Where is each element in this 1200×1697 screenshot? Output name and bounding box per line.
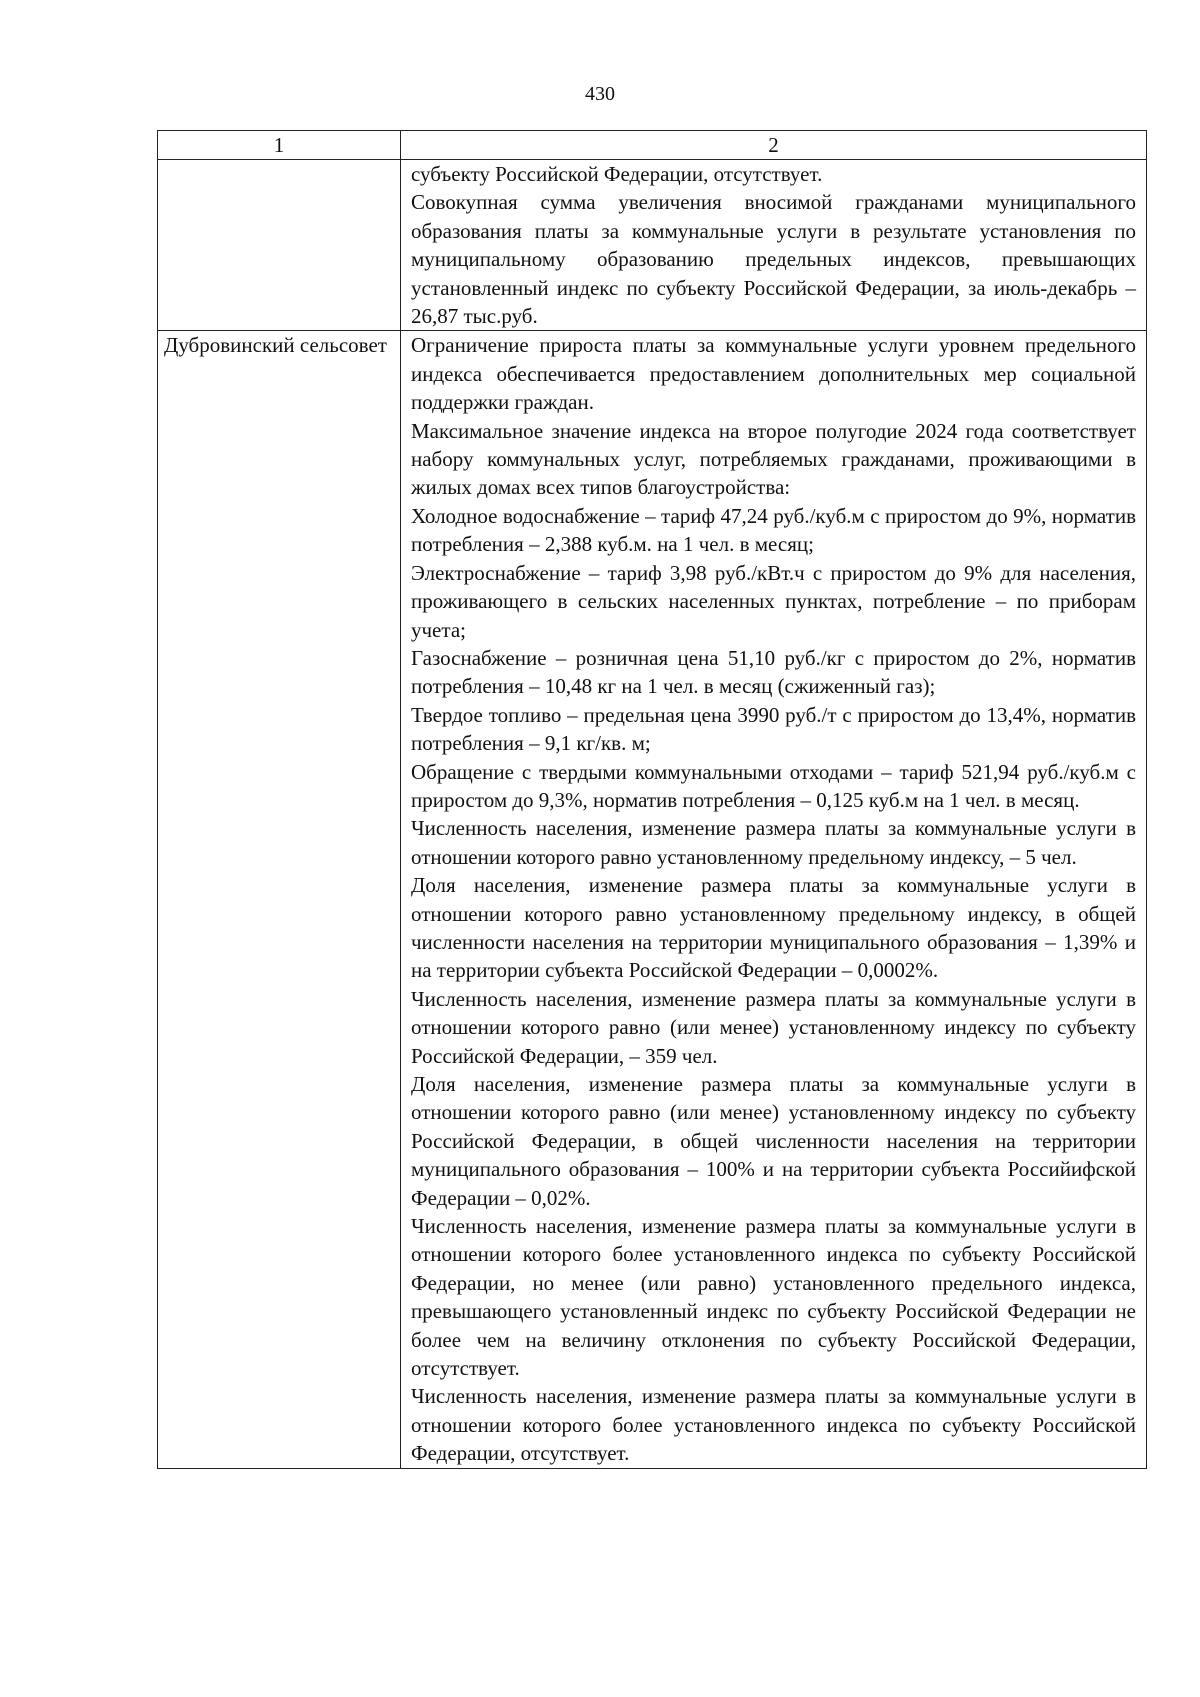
paragraph: Максимальное значение индекса на второе полугодие 2024 года соответствует набору коммунальных услуг, потребляемых гражданами, проживающими в жилых домах всех типов благоустройства: xyxy=(411,418,1136,500)
description-cell xyxy=(401,331,1147,1468)
paragraph: Численность населения, изменение размера платы за коммунальные услуги в отношении которого равно установленному предельному индексу, – 5 чел. xyxy=(411,816,1136,869)
paragraph: Электроснабжение – тариф 3,98 руб./кВт.ч с приростом до 9% для населения, проживающего в сельских населенных пунктах, потребление – по приборам учета; xyxy=(411,560,1136,642)
paragraph: Совокупная сумма увеличения вносимой гражданами муниципального образования платы за коммунальные услуги в результате установления по муниципальному образованию предельных индексов, превышающих установленный индекс по субъекту Российской Федерации, за июль-декабрь – 26,87 тыс.руб. xyxy=(411,190,1136,329)
paragraph: Ограничение прироста платы за коммунальные услуги уровнем предельного индекса обеспечивается предоставлением дополнительных мер социальной поддержки граждан. xyxy=(411,333,1136,415)
paragraph: Обращение с твердыми коммунальными отходами – тариф 521,94 руб./куб.м с приростом до 9,3%, норматив потребления – 0,125 куб.м на 1 чел. в месяц. xyxy=(411,759,1136,812)
paragraph: субъекту Российской Федерации, отсутствует. xyxy=(411,162,823,186)
paragraph: Твердое топливо – предельная цена 3990 руб./т с приростом до 13,4%, норматив потребления – 9,1 кг/кв. м; xyxy=(411,702,1136,756)
paragraph: Холодное водоснабжение – тариф 47,24 руб./куб.м с приростом до 9%, норматив потребления – 2,388 куб.м. на 1 чел. в месяц; xyxy=(411,503,1136,557)
paragraph: Доля населения, изменение размера платы за коммунальные услуги в отношении которого равно установленному предельному индексу, в общей численности населения на территории муниципального образования – 1,39% и на территории субъекта Российской Федерации – 0,0002%. xyxy=(411,873,1136,983)
table-header-row xyxy=(158,131,1147,160)
paragraph: Численность населения, изменение размера платы за коммунальные услуги в отношении которого более установленного индекса по субъекту Российской Федерации, но менее (или равно) установленного предельного индекса, превышающего установленный индекс по субъекту Российской Федерации не более чем на величину отклонения по субъекту Российской Федерации, отсутствует. xyxy=(411,1214,1136,1381)
table-row xyxy=(158,160,1147,331)
paragraph: Газоснабжение – розничная цена 51,10 руб./кг с приростом до 2%, норматив потребления – 10,48 кг на 1 чел. в месяц (сжиженный газ); xyxy=(411,645,1136,699)
municipality-name-cell xyxy=(158,160,401,331)
municipality-name-cell: Дубровинский сельсовет xyxy=(158,331,401,1468)
paragraph: Численность населения, изменение размера платы за коммунальные услуги в отношении которого более установленного индекса по субъекту Российской Федерации, отсутствует. xyxy=(411,1384,1136,1466)
column-header-2: 2 xyxy=(401,131,1147,160)
document-table xyxy=(157,130,1147,1469)
column-header-1: 1 xyxy=(158,131,401,160)
description-cell xyxy=(401,160,1147,331)
paragraph: Численность населения, изменение размера платы за коммунальные услуги в отношении которого равно (или менее) установленному индексу по субъекту Российской Федерации, – 359 чел. xyxy=(411,986,1136,1068)
paragraph: Доля населения, изменение размера платы за коммунальные услуги в отношении которого равно (или менее) установленному индексу по субъекту Российской Федерации, в общей численности населения на территории муниципального образования – 100% и на территории субъекта Российифской Федерации – 0,02%. xyxy=(411,1072,1136,1210)
table-row xyxy=(158,331,1147,1468)
page-number: 430 xyxy=(585,83,615,105)
